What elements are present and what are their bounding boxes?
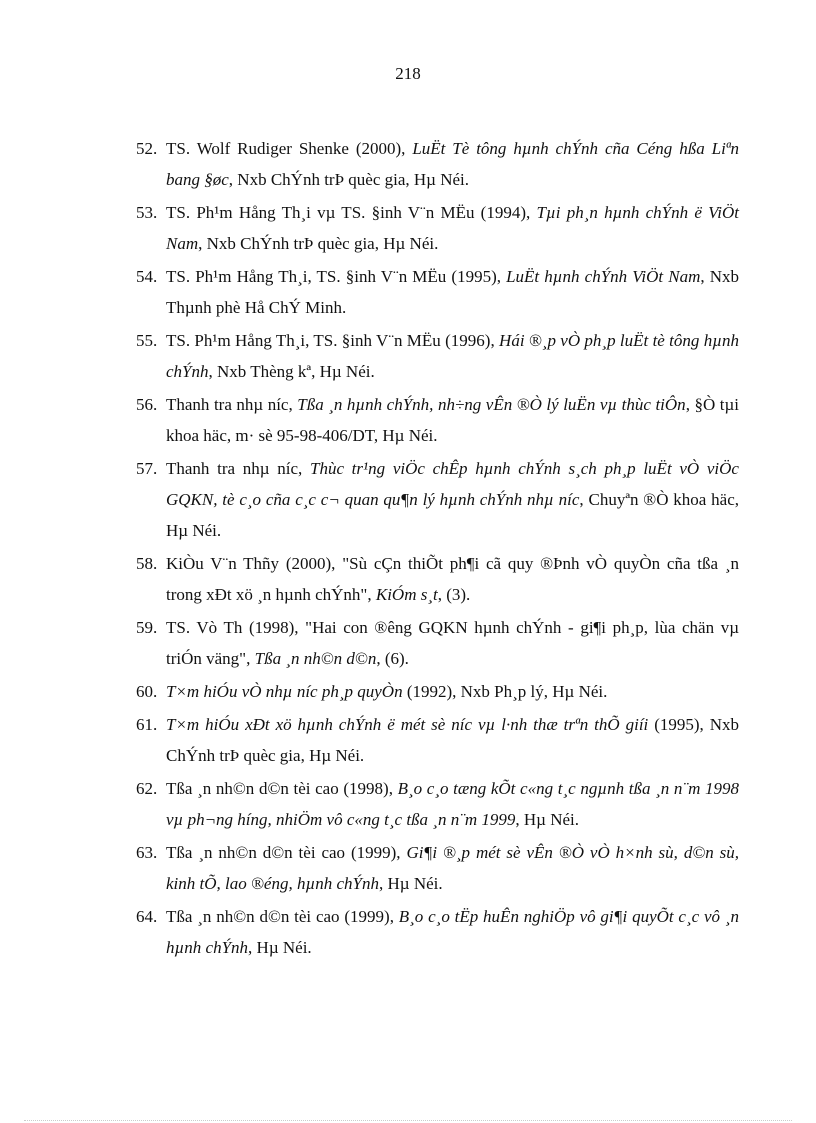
reference-item	[136, 901, 739, 963]
reference-text: Tßa ¸n nh©n d©n tèi cao (1999), Gi¶i ®¸p mét sè vÊn ®Ò vÒ h×nh sù, d©n sù, kinh tÕ, lao ®éng, hµnh chÝnh, Hµ Néi.	[166, 843, 740, 893]
reference-text: Thanh tra nhµ níc, Thùc tr¹ng viÖc chÊp hµnh chÝnh s¸ch ph¸p luËt vÒ viÖc GQKN, tè c¸o cña c¸c c¬ quan qu¶n lý hµnh chÝnh nhµ níc, Chuyªn ®Ò khoa häc, Hµ Néi.	[166, 459, 739, 540]
reference-item	[136, 197, 739, 259]
reference-number: 52.	[136, 139, 158, 158]
reference-item	[136, 325, 739, 387]
reference-number: 63.	[136, 843, 158, 862]
reference-number: 60.	[136, 682, 158, 701]
reference-item	[136, 261, 739, 323]
reference-item	[136, 133, 739, 195]
reference-number: 57.	[136, 459, 158, 478]
reference-item	[136, 837, 739, 899]
reference-number: 53.	[136, 203, 158, 222]
reference-text: TS. Vò Th (1998), "Hai con ®êng GQKN hµnh chÝnh - gi¶i ph¸p, lùa chän vµ triÓn väng", Tßa ¸n nh©n d©n, (6).	[166, 618, 739, 668]
reference-text: TS. Ph¹m Hång Th¸i vµ TS. §inh V¨n MËu (1994), Tµi ph¸n hµnh chÝnh ë ViÖt Nam, Nxb ChÝnh trÞ quèc gia, Hµ Néi.	[166, 203, 739, 253]
reference-list	[136, 133, 739, 965]
reference-number: 54.	[136, 267, 158, 286]
reference-number: 55.	[136, 331, 158, 350]
reference-item	[136, 389, 739, 451]
reference-number: 62.	[136, 779, 158, 798]
reference-item	[136, 676, 739, 707]
reference-item	[136, 773, 739, 835]
reference-number: 56.	[136, 395, 158, 414]
reference-text: TS. Ph¹m Hång Th¸i, TS. §inh V¨n MËu (1995), LuËt hµnh chÝnh ViÖt Nam, Nxb Thµnh phè Hå ChÝ Minh.	[166, 267, 739, 317]
page-number: 218	[395, 64, 421, 83]
reference-item	[136, 548, 739, 610]
reference-text: KiÒu V¨n Thñy (2000), "Sù cÇn thiÕt ph¶i cã quy ®Þnh vÒ quyÒn cña tßa ¸n trong xÐt xö ¸n hµnh chÝnh", KiÓm s¸t, (3).	[166, 554, 739, 604]
page-bottom-rule	[24, 1120, 792, 1121]
reference-text: TS. Wolf Rudiger Shenke (2000), LuËt Tè tông hµnh chÝnh cña Céng hßa Liªn bang §øc, Nxb ChÝnh trÞ quèc gia, Hµ Néi.	[166, 139, 739, 189]
reference-text: Thanh tra nhµ níc, Tßa ¸n hµnh chÝnh, nh÷ng vÊn ®Ò lý luËn vµ thùc tiÔn, §Ò tµi khoa häc, m· sè 95-98-406/DT, Hµ Néi.	[166, 395, 739, 445]
reference-number: 61.	[136, 715, 158, 734]
reference-text: TS. Ph¹m Hång Th¸i, TS. §inh V¨n MËu (1996), Hái ®¸p vÒ ph¸p luËt tè tông hµnh chÝnh, Nxb Thèng kª, Hµ Néi.	[166, 331, 740, 381]
reference-item	[136, 453, 739, 546]
reference-number: 58.	[136, 554, 158, 573]
reference-item	[136, 612, 739, 674]
reference-text: Tßa ¸n nh©n d©n tèi cao (1998), B¸o c¸o tæng kÕt c«ng t¸c ngµnh tßa ¸n n¨m 1998 vµ ph¬ng híng, nhiÖm vô c«ng t¸c tßa ¸n n¨m 1999, Hµ Néi.	[166, 779, 740, 829]
reference-number: 64.	[136, 907, 158, 926]
reference-text: T×m hiÓu xÐt xö hµnh chÝnh ë mét sè níc vµ l·nh thæ trªn thÕ giíi (1995), Nxb ChÝnh trÞ quèc gia, Hµ Néi.	[166, 715, 739, 765]
reference-text: Tßa ¸n nh©n d©n tèi cao (1999), B¸o c¸o tËp huÊn nghiÖp vô gi¶i quyÕt c¸c vô ¸n hµnh chÝnh, Hµ Néi.	[166, 907, 740, 957]
reference-item	[136, 709, 739, 771]
reference-text: T×m hiÓu vÒ nhµ níc ph¸p quyÒn (1992), Nxb Ph¸p lý, Hµ Néi.	[166, 682, 608, 701]
reference-number: 59.	[136, 618, 158, 637]
